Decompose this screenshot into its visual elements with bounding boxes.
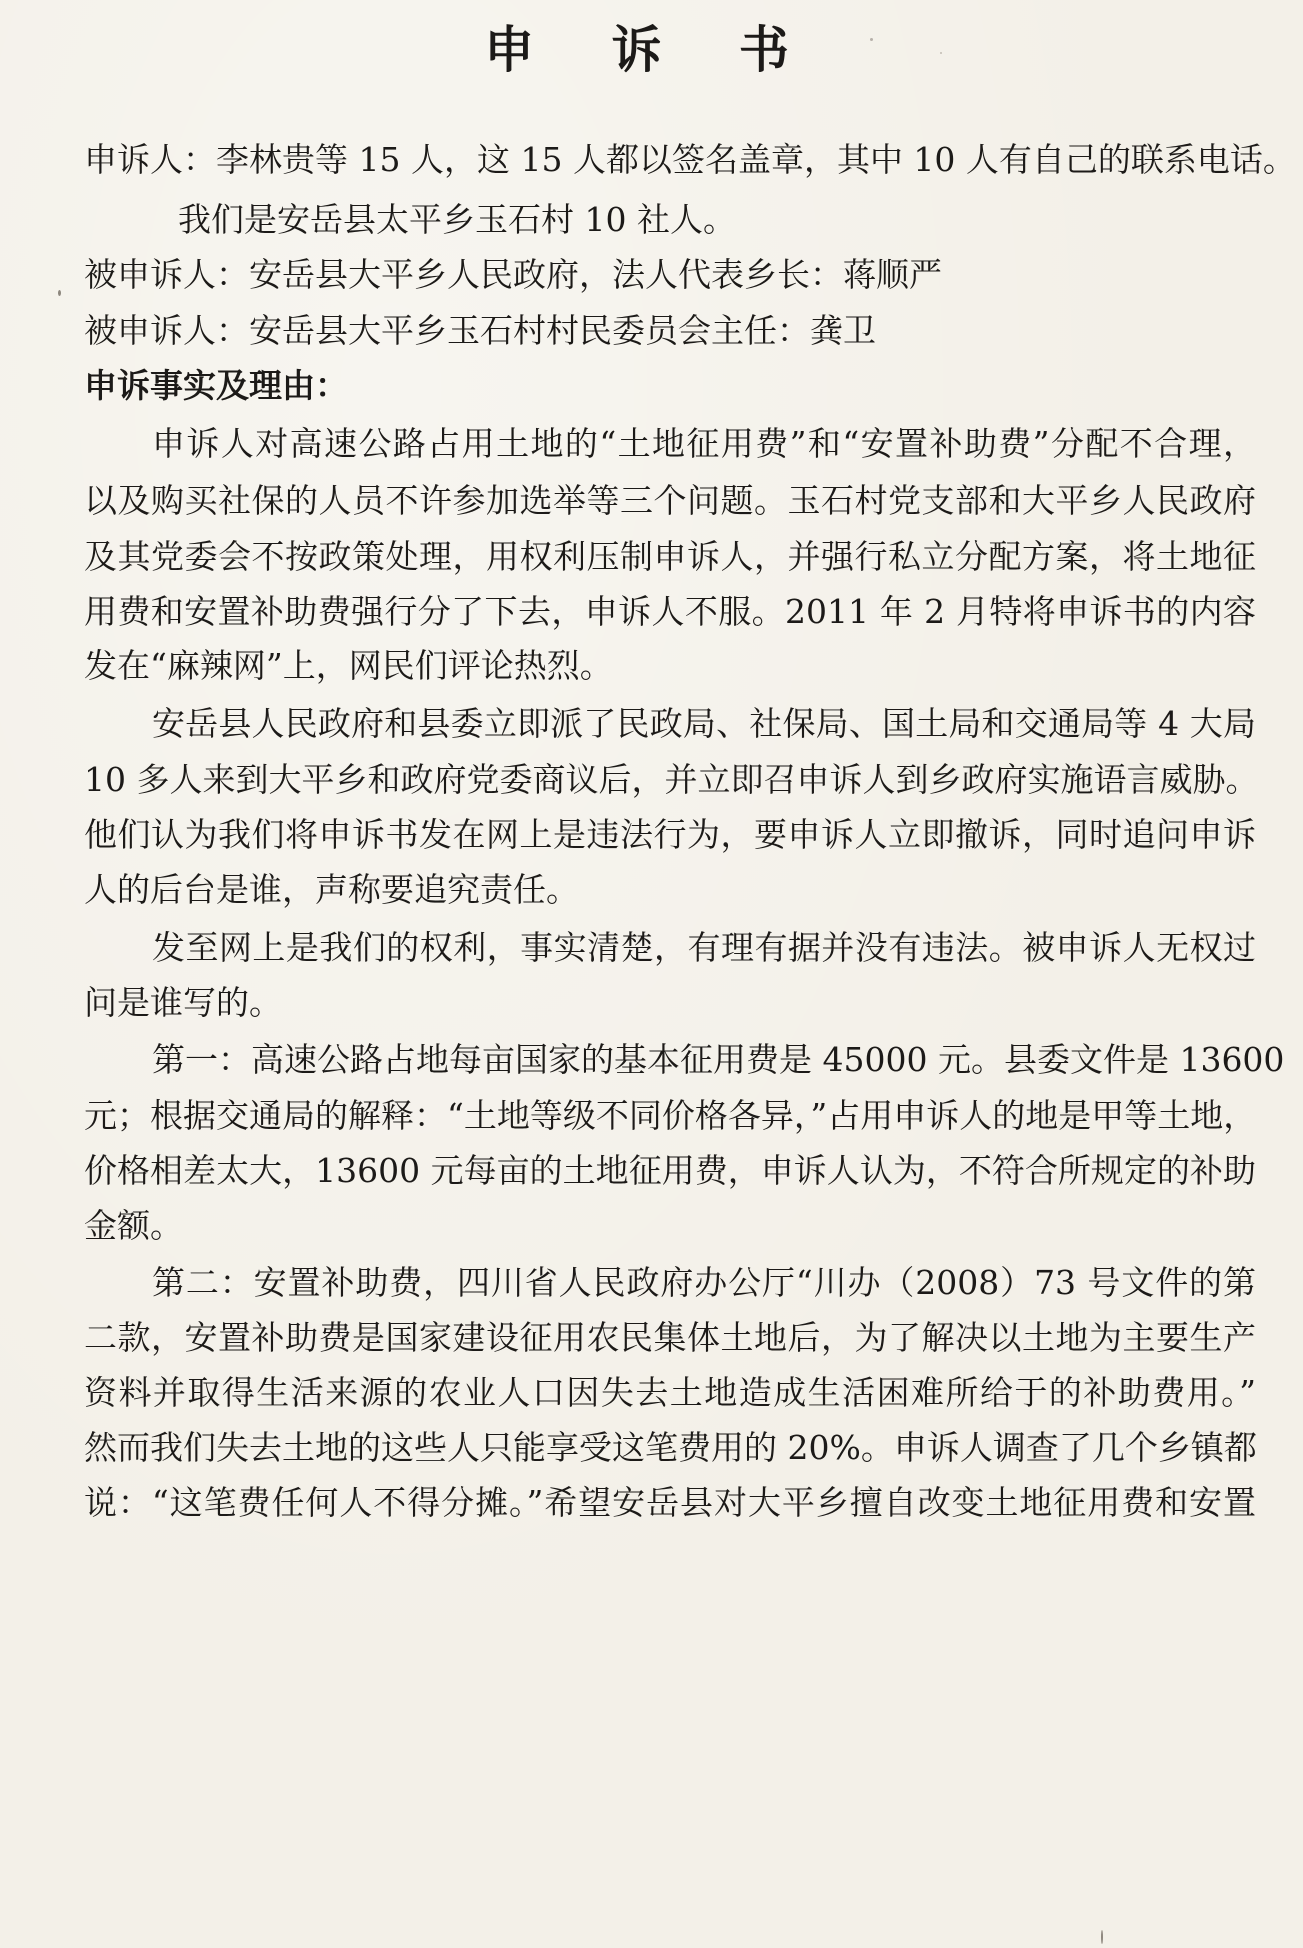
paragraph-line: 资料并取得生活来源的农业人口因失去土地造成生活困难所给于的补助费用。” bbox=[84, 1373, 1256, 1412]
paragraph-line: 二款，安置补助费是国家建设征用农民集体土地后，为了解决以土地为主要生产 bbox=[84, 1318, 1256, 1357]
paragraph-line: 申诉人对高速公路占用土地的“土地征用费”和“安置补助费”分配不合理， bbox=[152, 424, 1256, 463]
respondent-line-2: 被申诉人：安岳县大平乡玉石村村民委员会主任：龚卫 bbox=[84, 311, 876, 350]
paragraph-line: 安岳县人民政府和县委立即派了民政局、社保局、国土局和交通局等 4 大局 bbox=[152, 704, 1256, 743]
appellant-origin-line: 我们是安岳县太平乡玉石村 10 社人。 bbox=[178, 200, 736, 239]
paragraph-line: 他们认为我们将申诉书发在网上是违法行为，要申诉人立即撤诉，同时追问申诉 bbox=[84, 815, 1256, 854]
paragraph-line: 元；根据交通局的解释：“土地等级不同价格各异，”占用申诉人的地是甲等土地， bbox=[84, 1096, 1257, 1135]
document-title: 申 诉 书 bbox=[484, 20, 819, 79]
paragraph-line: 问是谁写的。 bbox=[84, 983, 282, 1022]
scan-speck bbox=[1101, 1930, 1103, 1944]
paragraph-line: 第一：高速公路占地每亩国家的基本征用费是 45000 元。县委文件是 13600 bbox=[152, 1040, 1285, 1079]
paragraph-line: 价格相差太大，13600 元每亩的土地征用费，申诉人认为，不符合所规定的补助 bbox=[84, 1151, 1256, 1190]
paragraph-line: 发在“麻辣网”上，网民们评论热烈。 bbox=[84, 646, 613, 685]
paragraph-line: 说：“这笔费任何人不得分摊。”希望安岳县对大平乡擅自改变土地征用费和安置 bbox=[84, 1483, 1256, 1522]
section-heading: 申诉事实及理由： bbox=[84, 366, 348, 405]
paragraph-line: 然而我们失去土地的这些人只能享受这笔费用的 20%。申诉人调查了几个乡镇都 bbox=[84, 1428, 1257, 1467]
paragraph-line: 及其党委会不按政策处理，用权利压制申诉人，并强行私立分配方案，将土地征 bbox=[84, 537, 1256, 576]
paragraph-line: 金额。 bbox=[84, 1206, 183, 1245]
scan-speck bbox=[58, 290, 61, 296]
scan-speck bbox=[940, 52, 942, 54]
paragraph-line: 10 多人来到大平乡和政府党委商议后，并立即召申诉人到乡政府实施语言威胁。 bbox=[84, 760, 1259, 799]
paragraph-line: 以及购买社保的人员不许参加选举等三个问题。玉石村党支部和大平乡人民政府 bbox=[84, 481, 1256, 520]
scan-speck bbox=[870, 38, 873, 41]
paragraph-line: 用费和安置补助费强行分了下去，申诉人不服。2011 年 2 月特将申诉书的内容 bbox=[84, 592, 1256, 631]
respondent-line-1: 被申诉人：安岳县大平乡人民政府，法人代表乡长：蒋顺严 bbox=[84, 255, 942, 294]
paragraph-line: 发至网上是我们的权利，事实清楚，有理有据并没有违法。被申诉人无权过 bbox=[152, 928, 1256, 967]
paragraph-line: 第二：安置补助费，四川省人民政府办公厅“川办（2008）73 号文件的第 bbox=[152, 1263, 1256, 1302]
appellant-line: 申诉人：李林贵等 15 人，这 15 人都以签名盖章，其中 10 人有自己的联系电话。 bbox=[84, 140, 1296, 179]
paragraph-line: 人的后台是谁，声称要追究责任。 bbox=[84, 870, 579, 909]
